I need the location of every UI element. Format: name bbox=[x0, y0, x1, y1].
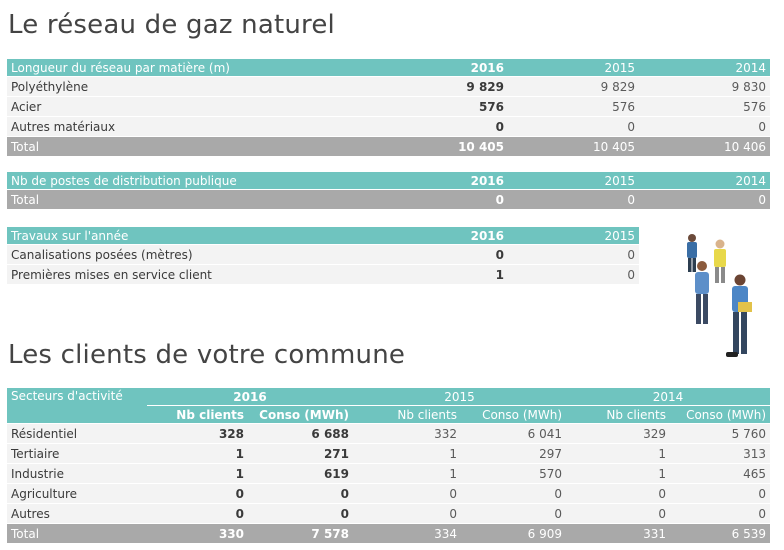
cell-value: 1 bbox=[353, 444, 461, 464]
year-header: 2016 bbox=[147, 388, 353, 406]
cell-value: 0 bbox=[670, 504, 770, 524]
total-row bbox=[7, 190, 770, 210]
table-header-row bbox=[7, 172, 770, 190]
year-header: 2014 bbox=[566, 388, 770, 406]
row-label: Total bbox=[7, 524, 147, 544]
row-label: Autres bbox=[7, 504, 147, 524]
cell-value: 619 bbox=[248, 464, 353, 484]
cell-value: 0 bbox=[639, 117, 770, 137]
table-header-row bbox=[7, 388, 770, 406]
table-row bbox=[7, 97, 770, 117]
cell-value: 332 bbox=[353, 424, 461, 444]
row-label: Total bbox=[7, 190, 407, 210]
cell-value: 1 bbox=[566, 444, 670, 464]
cell-value: 0 bbox=[407, 117, 508, 137]
cell-value: 0 bbox=[639, 190, 770, 210]
table-header-label: Nb de postes de distribution publique bbox=[7, 172, 407, 190]
table-row bbox=[7, 77, 770, 97]
year-header: 2016 bbox=[407, 172, 508, 190]
cell-value: 0 bbox=[461, 504, 566, 524]
cell-value: 0 bbox=[566, 484, 670, 504]
cell-value: 271 bbox=[248, 444, 353, 464]
table-row bbox=[7, 245, 639, 265]
table-header-row bbox=[7, 59, 770, 77]
table-row bbox=[7, 444, 770, 464]
table-row bbox=[7, 504, 770, 524]
cell-value: 0 bbox=[508, 245, 639, 265]
sub-header: Conso (MWh) bbox=[670, 406, 770, 424]
year-header: 2014 bbox=[639, 172, 770, 190]
table-header-label: Travaux sur l'année bbox=[7, 227, 407, 245]
total-row bbox=[7, 137, 770, 157]
worker-figure-3 bbox=[695, 261, 709, 324]
table-row bbox=[7, 484, 770, 504]
table-header-label: Longueur du réseau par matière (m) bbox=[7, 59, 407, 77]
year-header: 2015 bbox=[508, 227, 639, 245]
cell-value: 9 829 bbox=[508, 77, 639, 97]
sub-header: Nb clients bbox=[147, 406, 248, 424]
row-label: Premières mises en service client bbox=[7, 265, 407, 285]
cell-value: 297 bbox=[461, 444, 566, 464]
cell-value: 6 041 bbox=[461, 424, 566, 444]
cell-value: 576 bbox=[508, 97, 639, 117]
cell-value: 465 bbox=[670, 464, 770, 484]
total-row bbox=[7, 524, 770, 544]
cell-value: 0 bbox=[248, 484, 353, 504]
cell-value: 0 bbox=[248, 504, 353, 524]
cell-value: 0 bbox=[461, 484, 566, 504]
year-header: 2015 bbox=[508, 59, 639, 77]
table-row bbox=[7, 464, 770, 484]
cell-value: 0 bbox=[147, 504, 248, 524]
cell-value: 313 bbox=[670, 444, 770, 464]
cell-value: 0 bbox=[566, 504, 670, 524]
cell-value: 1 bbox=[147, 464, 248, 484]
cell-value: 6 539 bbox=[670, 524, 770, 544]
cell-value: 1 bbox=[566, 464, 670, 484]
cell-value: 10 406 bbox=[639, 137, 770, 157]
cell-value: 331 bbox=[566, 524, 670, 544]
cell-value: 7 578 bbox=[248, 524, 353, 544]
cell-value: 6 909 bbox=[461, 524, 566, 544]
worker-figure-4 bbox=[726, 275, 752, 358]
cell-value: 10 405 bbox=[508, 137, 639, 157]
cell-value: 0 bbox=[508, 117, 639, 137]
cell-value: 9 830 bbox=[639, 77, 770, 97]
cell-value: 0 bbox=[508, 190, 639, 210]
table-row bbox=[7, 117, 770, 137]
cell-value: 0 bbox=[407, 245, 508, 265]
cell-value: 334 bbox=[353, 524, 461, 544]
cell-value: 0 bbox=[670, 484, 770, 504]
row-label: Acier bbox=[7, 97, 407, 117]
cell-value: 330 bbox=[147, 524, 248, 544]
row-label: Industrie bbox=[7, 464, 147, 484]
page-title-network: Le réseau de gaz naturel bbox=[8, 10, 335, 40]
table-row bbox=[7, 265, 639, 285]
sector-header: Secteurs d'activité bbox=[7, 388, 147, 424]
year-header: 2015 bbox=[353, 388, 566, 406]
year-header: 2016 bbox=[407, 59, 508, 77]
year-header: 2014 bbox=[639, 59, 770, 77]
network-length-table bbox=[7, 59, 770, 157]
table-row bbox=[7, 424, 770, 444]
cell-value: 6 688 bbox=[248, 424, 353, 444]
sub-header: Nb clients bbox=[566, 406, 670, 424]
table-header-row bbox=[7, 227, 639, 245]
clients-table bbox=[7, 388, 770, 544]
row-label: Résidentiel bbox=[7, 424, 147, 444]
cell-value: 5 760 bbox=[670, 424, 770, 444]
cell-value: 576 bbox=[407, 97, 508, 117]
stations-table bbox=[7, 172, 770, 210]
worker-figure-1 bbox=[687, 234, 697, 272]
worker-figure-2 bbox=[714, 240, 726, 284]
cell-value: 9 829 bbox=[407, 77, 508, 97]
cell-value: 328 bbox=[147, 424, 248, 444]
row-label: Total bbox=[7, 137, 407, 157]
cell-value: 0 bbox=[353, 504, 461, 524]
row-label: Polyéthylène bbox=[7, 77, 407, 97]
cell-value: 570 bbox=[461, 464, 566, 484]
cell-value: 576 bbox=[639, 97, 770, 117]
cell-value: 0 bbox=[407, 190, 508, 210]
workers-illustration-icon bbox=[672, 228, 772, 363]
year-header: 2016 bbox=[407, 227, 508, 245]
page-title-clients: Les clients de votre commune bbox=[8, 340, 406, 370]
works-table bbox=[7, 227, 639, 285]
sub-header: Nb clients bbox=[353, 406, 461, 424]
row-label: Autres matériaux bbox=[7, 117, 407, 137]
cell-value: 1 bbox=[147, 444, 248, 464]
sub-header: Conso (MWh) bbox=[248, 406, 353, 424]
cell-value: 10 405 bbox=[407, 137, 508, 157]
cell-value: 329 bbox=[566, 424, 670, 444]
cell-value: 0 bbox=[353, 484, 461, 504]
row-label: Tertiaire bbox=[7, 444, 147, 464]
cell-value: 0 bbox=[508, 265, 639, 285]
cell-value: 1 bbox=[353, 464, 461, 484]
sub-header: Conso (MWh) bbox=[461, 406, 566, 424]
cell-value: 0 bbox=[147, 484, 248, 504]
year-header: 2015 bbox=[508, 172, 639, 190]
row-label: Agriculture bbox=[7, 484, 147, 504]
row-label: Canalisations posées (mètres) bbox=[7, 245, 407, 265]
cell-value: 1 bbox=[407, 265, 508, 285]
